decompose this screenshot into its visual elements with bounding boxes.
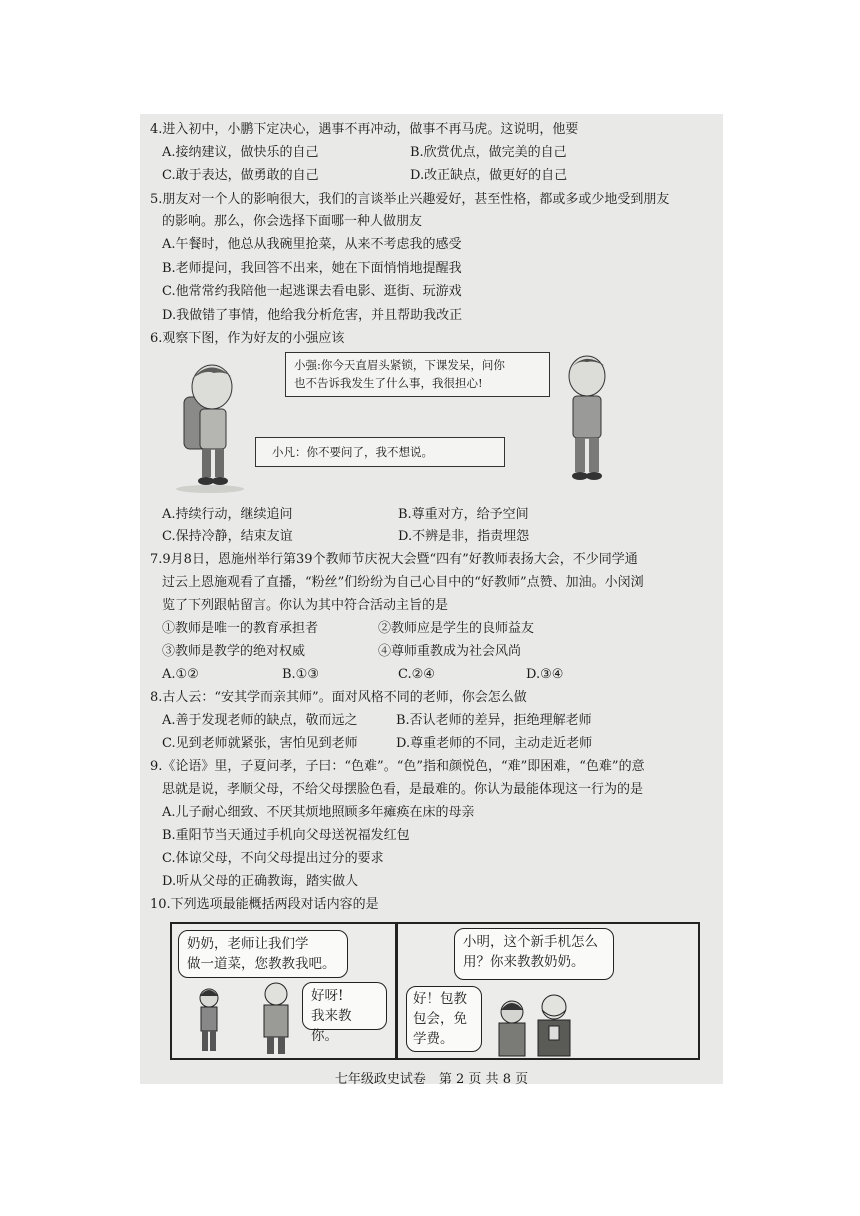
- xiaoqiang-speech-bubble: [285, 352, 550, 397]
- q9-option-c: C.体谅父母，不向父母提出过分的要求: [162, 851, 384, 866]
- comic-right-bubble-line2: 用？你来教教奶奶。: [463, 954, 585, 970]
- q5-option-d: D.我做错了事情，他给我分析危害，并且帮助我改正: [162, 308, 463, 323]
- q7-stem-line3: 览了下列跟帖留言。你认为其中符合活动主旨的是: [162, 598, 449, 613]
- q7-stem-line1: 7.9月8日，恩施州举行第39个教师节庆祝大会暨“四有”好教师表扬大会，不少同学通: [150, 552, 638, 567]
- q8-stem: 8.古人云：“安其学而亲其师”。面对风格不同的老师，你会怎么做: [150, 690, 527, 705]
- xiaofan-speech-text: 小凡：你不要问了，我不想说。: [272, 445, 433, 459]
- q7-statement-2: ②教师应是学生的良师益友: [378, 621, 535, 636]
- q7-statement-4: ④尊师重教成为社会风尚: [378, 644, 522, 659]
- q10-stem: 10.下列选项最能概括两段对话内容的是: [150, 897, 379, 912]
- page-footer: 七年级政史试卷 第 2 页 共 8 页: [334, 1072, 529, 1087]
- thinking-boy-illustration: [555, 352, 615, 492]
- grandma-with-phone-figure: [534, 992, 574, 1058]
- q7-statement-3: ③教师是教学的绝对权威: [162, 644, 306, 659]
- xiaofan-speech-bubble: [255, 437, 505, 467]
- q7-statement-1: ①教师是唯一的教育承担者: [162, 621, 319, 636]
- q6-option-d: D.不辨是非，指责埋怨: [398, 529, 530, 544]
- q4-option-b: B.欣赏优点，做完美的自己: [410, 145, 567, 160]
- q4-option-d: D.改正缺点，做更好的自己: [410, 168, 568, 183]
- comic-right-reply-line3: 学费。: [413, 1031, 454, 1047]
- q8-option-d: D.尊重老师的不同，主动走近老师: [396, 736, 593, 751]
- q6-stem: 6.观察下图，作为好友的小强应该: [150, 331, 345, 346]
- comic-left-reply-line1: 好呀!: [311, 988, 344, 1004]
- q6-option-b: B.尊重对方，给予空间: [398, 507, 529, 522]
- q5-option-a: A.午餐时，他总从我碗里抢菜，从来不考虑我的感受: [162, 237, 462, 252]
- comic-right-reply-line2: 包会，免: [413, 1011, 467, 1027]
- comic-right-bubble: [454, 928, 614, 980]
- q7-option-b: B.①③: [282, 667, 319, 682]
- q8-option-a: A.善于发现老师的缺点，敬而远之: [162, 713, 358, 728]
- q5-stem-line1: 5.朋友对一个人的影响很大，我们的言谈举止兴趣爱好，甚至性格，都或多或少地受到朋友: [150, 192, 670, 207]
- comic-left-bubble-line1: 奶奶，老师让我们学: [187, 936, 309, 952]
- comic-right-reply-line1: 好！包教: [413, 991, 467, 1007]
- q5-option-b: B.老师提问，我回答不出来，她在下面悄悄地提醒我: [162, 261, 462, 276]
- q7-option-c: C.②④: [398, 667, 435, 682]
- q7-option-a: A.①②: [162, 667, 199, 682]
- q4-option-c: C.敢于表达，做勇敢的自己: [162, 168, 319, 183]
- comic-right-reply: [406, 986, 482, 1052]
- exam-page: [140, 114, 723, 1087]
- q5-option-c: C.他常常约我陪他一起逃课去看电影、逛街、玩游戏: [162, 284, 462, 299]
- q9-option-a: A.儿子耐心细致、不厌其烦地照顾多年瘫痪在床的母亲: [162, 805, 475, 820]
- q9-stem-line2: 思就是说，孝顺父母，不给父母摆脸色看，是最难的。你认为最能体现这一行为的是: [162, 782, 644, 797]
- q4-option-a: A.接纳建议，做快乐的自己: [162, 145, 319, 160]
- comic-right-bubble-line1: 小明，这个新手机怎么: [463, 934, 598, 950]
- q9-option-b: B.重阳节当天通过手机向父母送祝福发红包: [162, 828, 410, 843]
- q9-stem-line1: 9.《论语》里，子夏问孝，子曰：“色难”。“色”指和颜悦色，“难”即困难，“色难”的意: [150, 759, 645, 774]
- comic-left-reply: [302, 982, 387, 1044]
- q5-stem-line2: 的影响。那么，你会选择下面哪一种人做朋友: [162, 214, 423, 229]
- comic-divider: [395, 924, 398, 1058]
- q7-stem-line2: 过云上恩施观看了直播，“粉丝”们纷纷为自己心目中的“好教师”点赞、加油。小闵浏: [162, 575, 644, 590]
- boy-figure: [494, 998, 530, 1058]
- q8-option-b: B.否认老师的差异，拒绝理解老师: [396, 713, 592, 728]
- q6-option-a: A.持续行动，继续追问: [162, 507, 293, 522]
- boy-with-backpack-illustration: [170, 357, 250, 497]
- q8-option-c: C.见到老师就紧张，害怕见到老师: [162, 736, 358, 751]
- xiaoqiang-speech-line2: 也不告诉我发生了什么事，我很担心!: [294, 376, 483, 390]
- q7-option-d: D.③④: [526, 667, 564, 682]
- grandma-figure: [258, 980, 294, 1056]
- q10-comic: [170, 922, 700, 1060]
- xiaoqiang-speech-line1: 小强:你今天直眉头紧锁，下课发呆，问你: [294, 358, 505, 372]
- child-figure: [194, 986, 224, 1056]
- q4-stem: 4.进入初中，小鹏下定决心，遇事不再冲动，做事不再马虎。这说明，他要: [150, 122, 579, 137]
- comic-left-bubble: [178, 930, 348, 978]
- comic-left-reply-line2: 我来教你。: [311, 1008, 352, 1044]
- comic-left-bubble-line2: 做一道菜，您教教我吧。: [187, 956, 336, 972]
- q9-option-d: D.听从父母的正确教诲，踏实做人: [162, 874, 359, 889]
- q6-option-c: C.保持冷静，结束友谊: [162, 529, 293, 544]
- q6-illustration: [170, 352, 690, 492]
